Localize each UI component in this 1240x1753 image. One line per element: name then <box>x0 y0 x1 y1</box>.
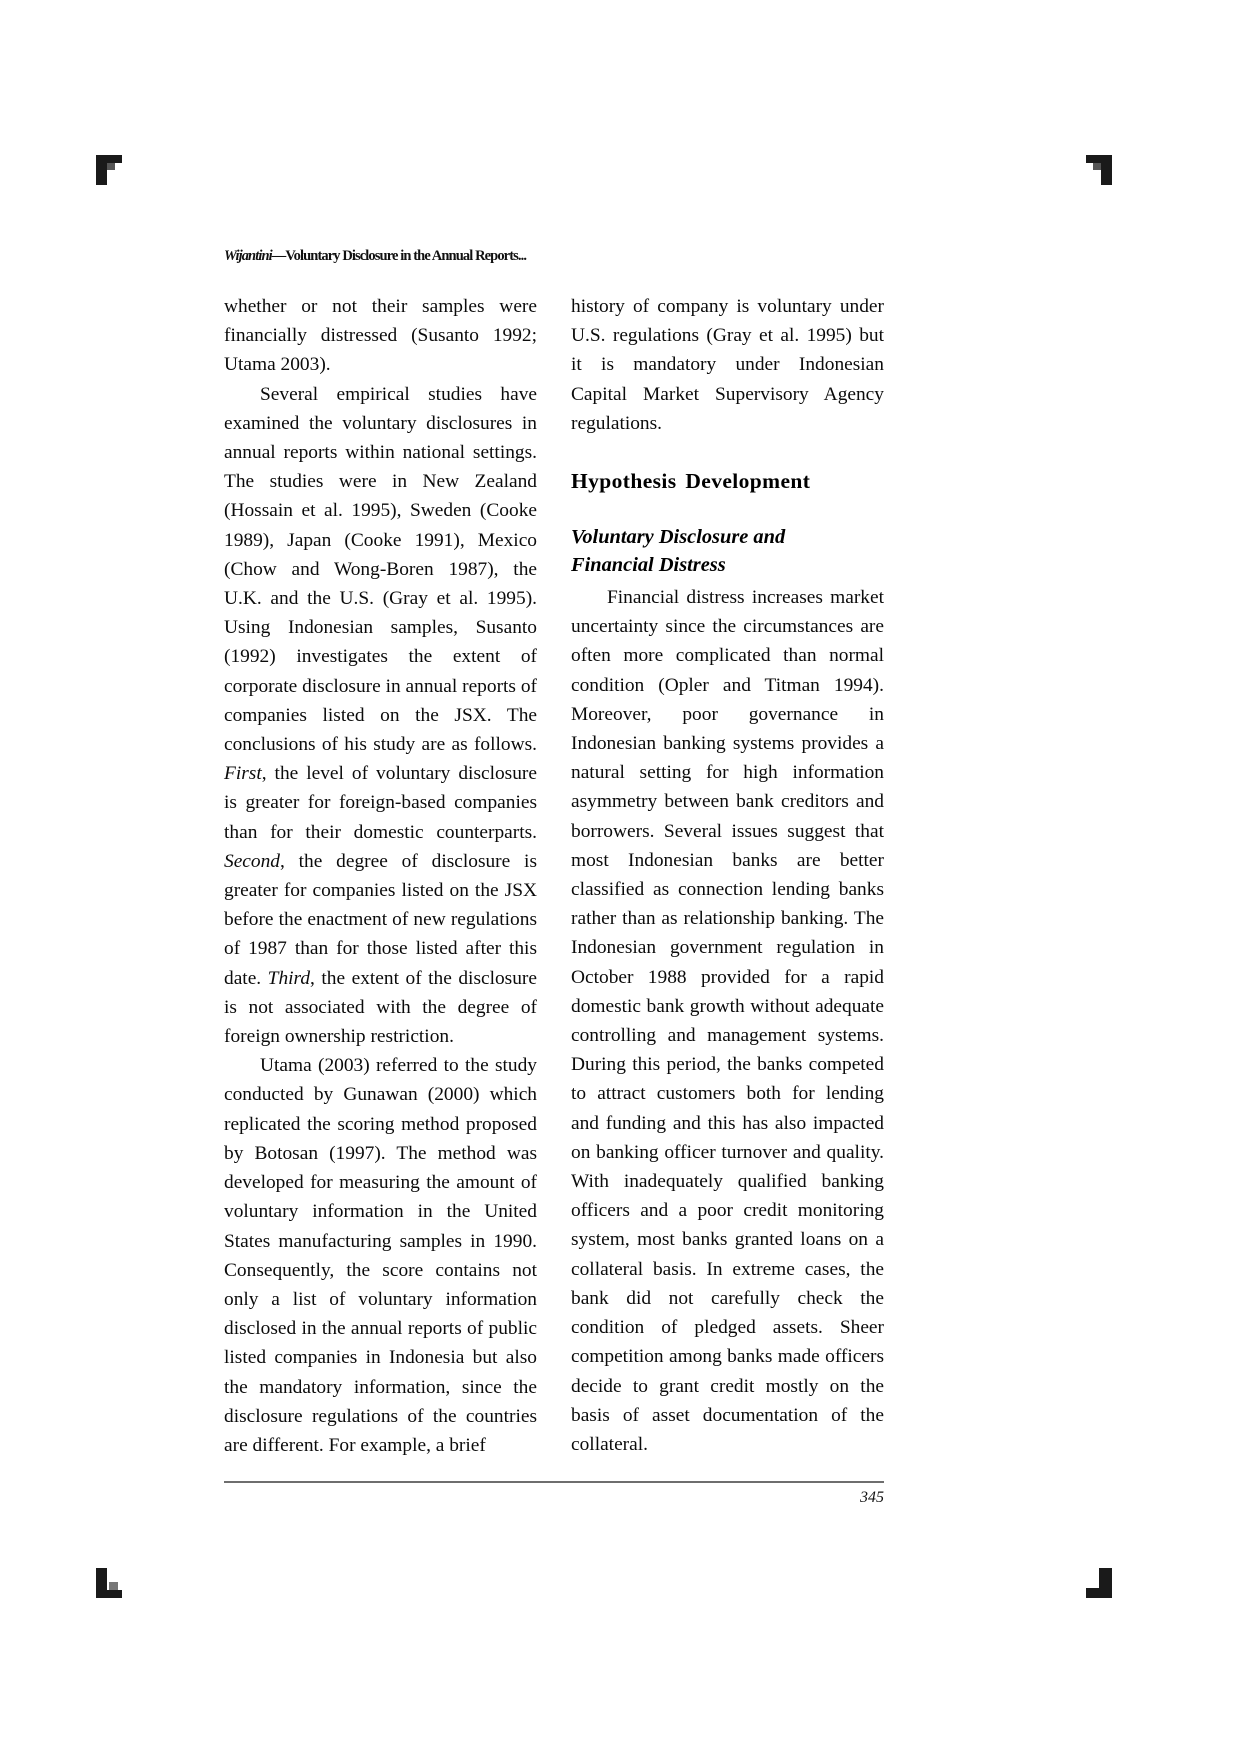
subsection-heading-line-1: Voluntary Disclosure and <box>571 526 786 549</box>
running-head-title: Voluntary Disclosure in the Annual Reports... <box>285 248 527 264</box>
paragraph-continuation: history of company is voluntary under U.S. regulations (Gray et al. 1995) but it is mandatory under Indonesian Capital Market Supervisory Agency regulations. <box>571 296 884 434</box>
column-right <box>571 292 884 1467</box>
paragraph-financial-distress-uncertainty: Financial distress increases market uncertainty since the circumstances are often more complicated than normal condition (Opler and Titman 1994). Moreover, poor governance in Indonesian banking systems provides a natural setting for high information asymmetry between bank creditors and borrowers. Several issues suggest that most Indonesian banks are better classified as connection lending banks rather than as relationship banking. The Indonesian government regulation in October 1988 provided for a rapid domestic bank growth without adequate controlling and management systems. During this period, the banks competed to attract customers both for lending and funding and this has also impacted on banking officer turnover and quality. With inadequately qualified banking officers and a poor credit monitoring system, most banks granted loans on a collateral basis. In extreme cases, the bank did not carefully check the condition of pledged assets. Sheer competition among banks made officers decide to grant credit mostly on the basis of asset documentation of the collateral. <box>571 587 884 1455</box>
running-head <box>224 248 884 265</box>
paragraph-samples-distressed: whether or not their samples were financially distressed (Susanto 1992; Utama 2003). <box>224 296 537 376</box>
column-left <box>224 292 537 1467</box>
emphasis: First <box>224 763 262 785</box>
crop-mark-top-right <box>1078 155 1112 189</box>
subsection-heading <box>571 523 884 579</box>
running-head-separator: — <box>271 248 286 264</box>
page-number: 345 <box>860 1489 884 1506</box>
crop-mark-top-left <box>96 155 130 189</box>
running-head-author: Wijantini <box>224 248 272 264</box>
footer-rule <box>224 1481 884 1483</box>
emphasis: Third <box>267 967 311 989</box>
paragraph-empirical-studies: Several empirical studies have examined the voluntary disclosures in annual reports within national settings. The studies were in New Zealand (Hossain et al. 1995), Sweden (Cooke 1989), Japan (Cooke 1991), Mexico (Chow and Wong-Boren 1987), the U.K. and the U.S. (Gray et al. 1995). Using Indonesian samples, Susanto (1992) investigates the extent of corporate disclosure in annual reports of companies listed on the JSX. The conclusions of his study are as follows. First, the level of voluntary disclosure is greater for foreign-based companies than for their domestic counterparts. Second, the degree of disclosure is greater for companies listed on the JSX before the enactment of new regulations of 1987 than for those listed after this date. Third, the extent of the disclosure is not associated with the degree of foreign ownership restriction. <box>224 383 537 1048</box>
section-heading: Hypothesis Development <box>571 469 811 494</box>
subsection-heading-line-2: Financial Distress <box>571 554 726 577</box>
crop-mark-bottom-right <box>1078 1564 1112 1598</box>
body-columns <box>224 292 884 1467</box>
paragraph-utama-scoring-method: Utama (2003) referred to the study conducted by Gunawan (2000) which replicated the scoring method proposed by Botosan (1997). The method was developed for measuring the amount of voluntary information in the United States manufacturing samples in 1990. Consequently, the score contains not only a list of voluntary information disclosed in the annual reports of public listed companies in Indonesia but also the mandatory information, since the disclosure regulations of the countries are different. For example, a brief <box>224 1055 537 1456</box>
crop-mark-bottom-left <box>96 1564 130 1598</box>
emphasis: Second <box>224 850 280 872</box>
